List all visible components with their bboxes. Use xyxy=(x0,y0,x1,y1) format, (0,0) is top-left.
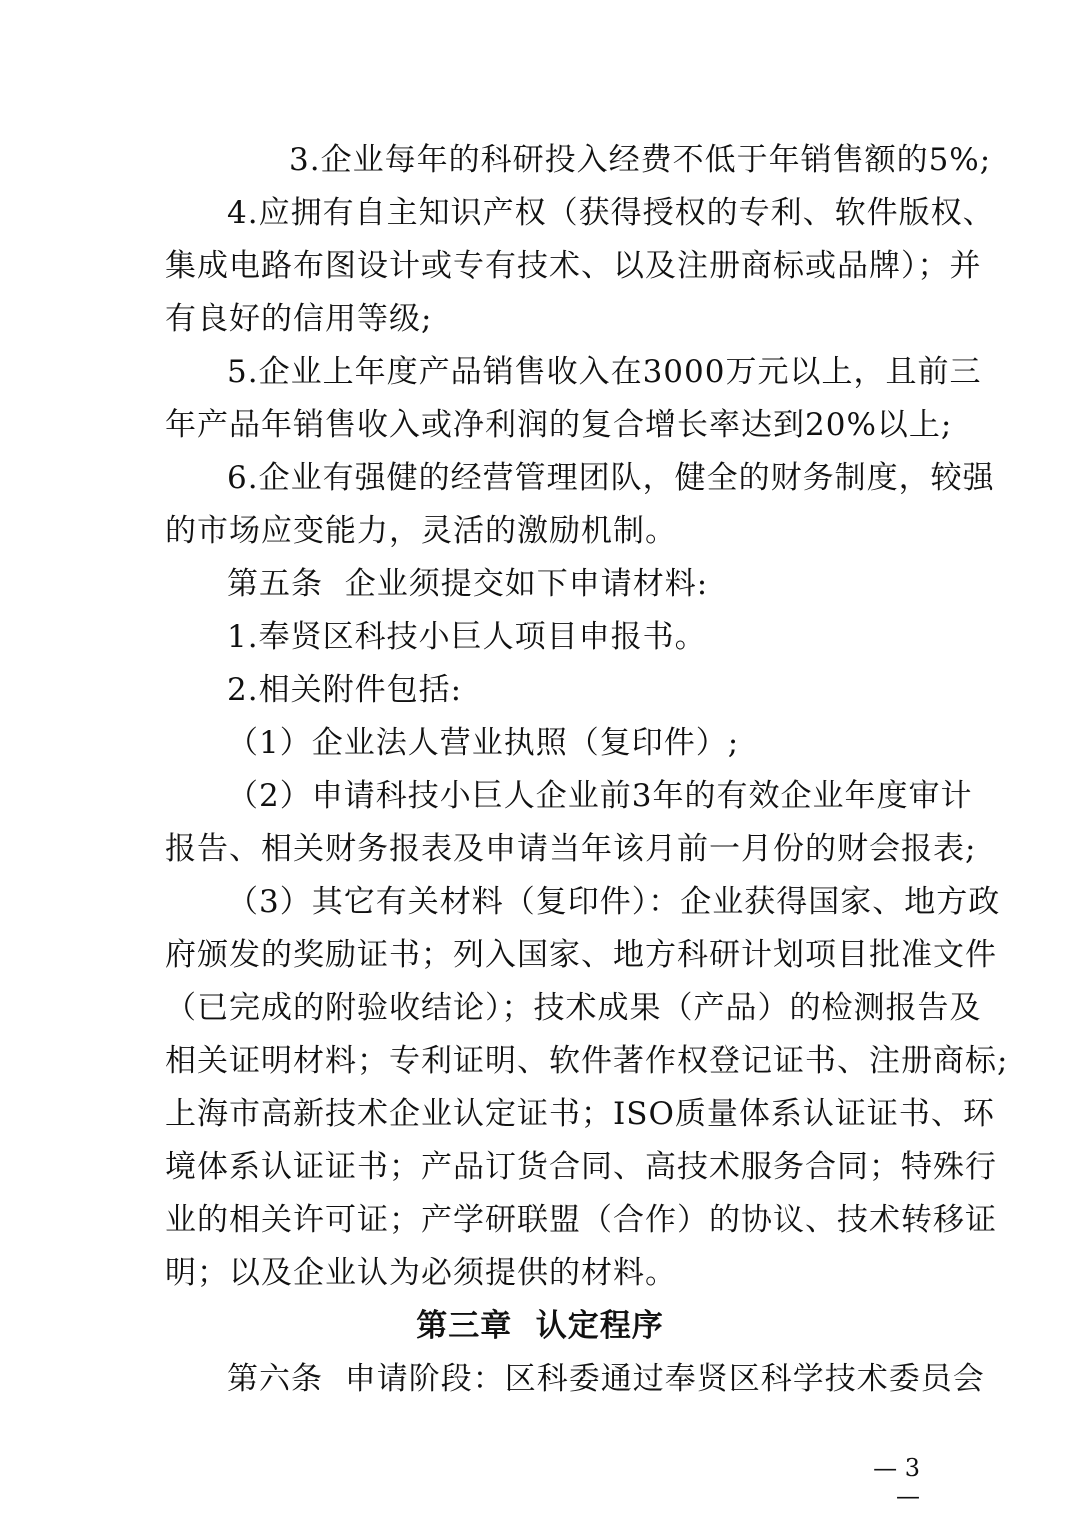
article-5-item-2 xyxy=(165,664,915,717)
text-line: 的市场应变能力，灵活的激励机制。 xyxy=(165,513,677,549)
text-line: 4.应拥有自主知识产权（获得授权的专利、软件版权、 xyxy=(227,195,995,231)
paragraph-item-4 xyxy=(165,187,995,346)
text-line: 第五条 企业须提交如下申请材料: xyxy=(227,566,709,602)
chapter-heading: 第三章 认定程序 xyxy=(416,1308,664,1344)
document-body xyxy=(165,134,1009,1406)
text-line: （已完成的附验收结论）；技术成果（产品）的检测报告及 xyxy=(165,990,982,1026)
text-line: 业的相关许可证；产学研联盟（合作）的协议、技术转移证 xyxy=(165,1202,997,1238)
text-line: 报告、相关财务报表及申请当年该月前一月份的财会报表; xyxy=(165,831,977,867)
text-line: 境体系认证证书；产品订货合同、高技术服务合同；特殊行 xyxy=(165,1149,997,1185)
text-line: 有良好的信用等级; xyxy=(165,301,433,337)
text-line: 上海市高新技术企业认定证书；ISO质量体系认证证书、环 xyxy=(165,1096,995,1132)
article-5 xyxy=(165,558,915,611)
paragraph-item-6 xyxy=(165,452,995,558)
text-line: 3.企业每年的科研投入经费不低于年销售额的5%; xyxy=(289,142,992,178)
text-line: 年产品年销售收入或净利润的复合增长率达到20%以上; xyxy=(165,407,953,443)
text-line: （1）企业法人营业执照（复印件）; xyxy=(227,725,740,761)
attachment-1 xyxy=(165,717,915,770)
text-line: （2）申请科技小巨人企业前3年的有效企业年度审计 xyxy=(227,778,973,814)
text-line: 1.奉贤区科技小巨人项目申报书。 xyxy=(227,619,707,655)
page-number: — 3 — xyxy=(873,1454,920,1510)
text-line: 2.相关附件包括: xyxy=(227,672,463,708)
text-line: 集成电路布图设计或专有技术、以及注册商标或品牌）；并 xyxy=(165,248,982,284)
article-5-item-1 xyxy=(165,611,915,664)
paragraph-item-5 xyxy=(165,346,982,452)
text-line: 府颁发的奖励证书；列入国家、地方科研计划项目批准文件 xyxy=(165,937,997,973)
text-line: 相关证明材料；专利证明、软件著作权登记证书、注册商标; xyxy=(165,1043,1009,1079)
paragraph-item-3 xyxy=(165,134,992,187)
text-line: 明；以及企业认为必须提供的材料。 xyxy=(165,1255,677,1291)
text-line: 5.企业上年度产品销售收入在3000万元以上，且前三 xyxy=(227,354,982,390)
attachment-3 xyxy=(165,876,1009,1300)
text-line: 第六条 申请阶段：区科委通过奉贤区科学技术委员会 xyxy=(227,1361,985,1397)
article-6 xyxy=(165,1353,985,1406)
text-line: 6.企业有强健的经营管理团队，健全的财务制度，较强 xyxy=(227,460,995,496)
text-line: （3）其它有关材料（复印件）：企业获得国家、地方政 xyxy=(227,884,1001,920)
attachment-2 xyxy=(165,770,977,876)
